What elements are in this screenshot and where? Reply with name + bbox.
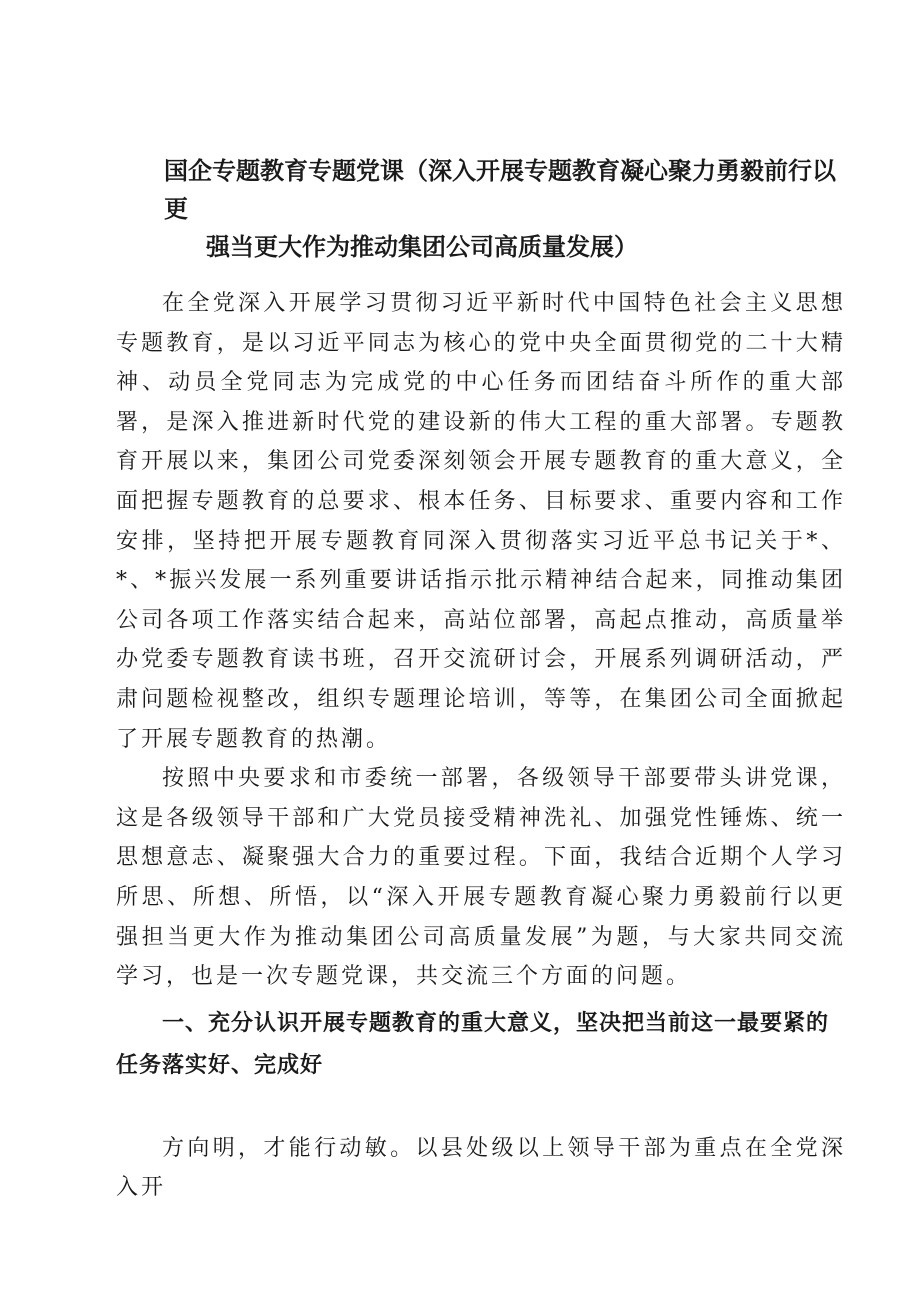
paragraph-section-one-start: 方向明，才能行动敏。以县处级以上领导干部为重点在全党深入开 (116, 1135, 846, 1201)
paragraph-arrangement: 按照中央要求和市委统一部署，各级领导干部要带头讲党课，这是各级领导干部和广大党员接受精神洗礼、加强党性锤炼、统一思想意志、凝聚强大合力的重要过程。下面，我结合近期个人学习所思、所想、所悟，以“深入开展专题教育凝心聚力勇毅前行以更强担当更大作为推动集团公司高质量发展”为题，与大家共同交流学习，也是一次专题党课，共交流三个方面的问题。 (116, 766, 846, 990)
title-line-2: 强当更大作为推动集团公司高质量发展） (206, 233, 638, 261)
paragraph-intro: 在全党深入开展学习贯彻习近平新时代中国特色社会主义思想专题教育，是以习近平同志为核心的党中央全面贯彻党的二十大精神、动员全党同志为完成党的中心任务而团结奋斗所作的重大部署，是深入推进新时代党的建设新的伟大工程的重大部署。专题教育开展以来，集团公司党委深刻领会开展专题教育的重大意义，全面把握专题教育的总要求、根本任务、目标要求、重要内容和工作安排，坚持把开展专题教育同深入贯彻落实习近平总书记关于*、*、*振兴发展一系列重要讲话指示批示精神结合起来，同推动集团公司各项工作落实结合起来，高站位部署，高起点推动，高质量举办党委专题教育读书班，召开交流研讨会，开展系列调研活动，严肃问题检视整改，组织专题理论培训，等等，在集团公司全面掀起了开展专题教育的热潮。 (116, 291, 846, 752)
document-body (116, 284, 846, 1208)
section-heading-one: 一、充分认识开展专题教育的重大意义，坚决把当前这一最要紧的任务落实好、完成好 (116, 1010, 830, 1078)
document-title (120, 152, 840, 266)
title-line-1: 国企专题教育专题党课（深入开展专题教育凝心聚力勇毅前行以更 (164, 157, 836, 223)
